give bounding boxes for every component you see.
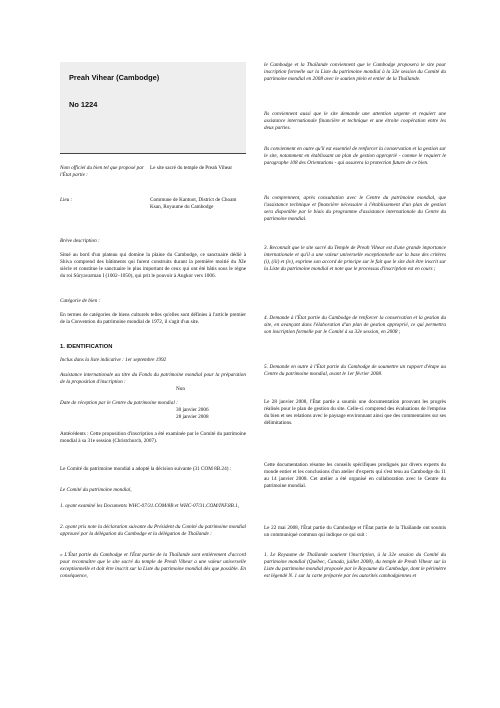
tentative-list: Inclus dans la liste indicative : 1er septembre 1992: [60, 357, 167, 363]
title-rule: [60, 153, 246, 154]
official-name-value: Le site sacré du temple de Preah Vihear: [150, 165, 233, 171]
background-text: Antécédents : Cette proposition d'inscription a été examinée par le Comité du patrimoine mondial à sa 31e session (Christchurch, 2007).: [60, 431, 246, 444]
committee-decision-intro: Le Comité du patrimoine mondial a adopté la décision suivante (31 COM 8B.24) :: [60, 466, 232, 472]
category-text: En termes de catégories de biens culturels telles qu'elles sont définies à l'article premier de la Convention du patrimoine mondial de 1972, il s'agit d'un site.: [60, 312, 246, 325]
decision-item-1: 1. ayant examiné les Documents WHC-07/31.COM/8B et WHC-07/31.COM/INF.8B.1,: [60, 503, 239, 509]
decision-item-4: 4. Demande à l'État partie du Cambodge de renforcer la conservation et la gestion du site, en avançant dans l'élaboration d'un plan de gestion approprié, ce qui permettra son inscription formelle par le Comité à sa 32e session, en 2008 ;: [264, 315, 446, 335]
decision-item-5: 5. Demande en outre à l'État partie du Cambodge de soumettre un rapport d'étape au Centre du patrimoine mondial, avant le 1er février 2008.: [264, 364, 446, 377]
committee-name: Le Comité du patrimoine mondial,: [60, 487, 132, 493]
official-name-row: [60, 165, 246, 185]
date-received-2: 28 janvier 2008: [176, 414, 209, 420]
right-paragraph-10: Le 22 mai 2008, l'État partie du Cambodge et l'État partie de la Thaïlande ont soumis un communiqué commun qui indique ce qui suit :: [264, 525, 446, 538]
decision-quote: « L'État partie du Cambodge et l'État partie de la Thaïlande sont entièrement d'accord pour reconnaître que le site sacré du temple de Preah Vihear a une valeur universelle exceptionnelle et doit être inscrit sur la Liste du patrimoine mondial dès que possible. En conséquence,: [60, 552, 246, 579]
nomination-number: No 1224: [69, 100, 98, 109]
right-paragraph-1: le Cambodge et la Thaïlande conviennent que le Cambodge proposera le site pour inscription formelle sur la Liste du patrimoine mondial à la 32e session du Comité du patrimoine mondial en 2008 avec le soutien plein et entier de la Thaïlande.: [264, 62, 446, 82]
category-label: Catégorie de bien :: [60, 298, 101, 304]
right-paragraph-2: Ils conviennent aussi que le site demande une attention urgente et requiert une assistance internationale financière et technique et une étroite coopération entre les deux parties.: [264, 111, 446, 131]
date-received-label: Date de réception par le Centre du patrimoine mondial :: [60, 400, 178, 406]
decision-item-2: 2. ayant pris note la déclaration suivante du Président du Comité du patrimoine mondial approuvé par la délégation du Cambodge et la délégation de Thaïlande :: [60, 524, 246, 537]
date-received-1: 30 janvier 2006: [176, 407, 209, 413]
place-row: [60, 197, 246, 221]
brief-description-text: Situé au bord d'un plateau qui domine la plaine du Cambodge, ce sanctuaire dédié à Shiva comprend des bâtiments qui furent construits durant la première moitié du XIe siècle et constitue le sanctuaire le plus important de ceux qui ont été bâtis sous le règne du roi Sûryavarman I (1002–1050), qui prit le pouvoir à Angkor vers 1006.: [60, 252, 246, 279]
brief-description-label: Brève description :: [60, 238, 100, 244]
assistance-value: Non: [176, 386, 185, 392]
place-value: Commune de Kantuot, District de Choam Ksan, Royaume du Cambodge: [150, 197, 237, 210]
decision-item-3: 3. Reconnaît que le site sacré du Temple de Preah Vihear est d'une grande importance internationale et qu'il a une valeur universelle exceptionnelle sur la base des critères (i), (iii) et (iv), exprime son accord de principe sur le fait que le site doit être inscrit sur la Liste du patrimoine mondial et note que le processus d'inscription est en cours ;: [264, 245, 446, 272]
assistance-label: Assistance internationale au titre du Fonds du patrimoine mondial pour la préparation de la proposition d'inscription :: [60, 372, 246, 385]
section-identification: 1. IDENTIFICATION: [60, 344, 113, 350]
communique-item-1: 1. Le Royaume de Thaïlande soutient l'inscription, à la 32e session du Comité du patrimoine mondial (Québec, Canada, juillet 2008), du temple de Preah Vihear sur la Liste du patrimoine mondial proposée par le Royaume du Cambodge, dont le périmètre est légendé N. 1 sur la carte préparée par les autorités cambodgiennes et: [264, 552, 446, 579]
official-name-label: Nom officiel du bien tel que proposé par l'État partie :: [60, 165, 144, 178]
place-label: Lieu :: [60, 197, 73, 203]
title-box: [60, 62, 246, 154]
right-paragraph-3: Ils conviennent en outre qu'il est essentiel de renforcer la conservation et la gestion sur le site, notamment en établissant un plan de gestion approprié - comme le requiert le paragraphe 108 des Orientations - qui assurera la protection future de ce bien.: [264, 146, 446, 166]
page-title: Preah Vihear (Cambodge): [69, 73, 160, 82]
right-paragraph-9: Cette documentation résume les conseils spécifiques prodigués par divers experts du monde entier et les conclusions d'un atelier d'experts qui s'est tenu au Cambodge du 11 au 14 janvier 2008. Cet atelier a été organisé en collaboration avec le Centre du patrimoine mondial.: [264, 462, 446, 489]
right-paragraph-8: Le 28 janvier 2008, l'État partie a soumis une documentation prouvant les progrès réalisés pour le plan de gestion du site. Celle-ci comprend des évaluations de l'emprise du bien et ses relations avec le paysage environnant ainsi que des commentaires sur ses délimitations.: [264, 399, 446, 426]
right-paragraph-4: Ils comprennent, après consultation avec le Centre du patrimoine mondial, que l'assistance technique et financière nécessaire à l'établissement d'un plan de gestion sera disponible par le biais du programme d'assistance internationale du Centre du patrimoine mondial.: [264, 195, 446, 222]
